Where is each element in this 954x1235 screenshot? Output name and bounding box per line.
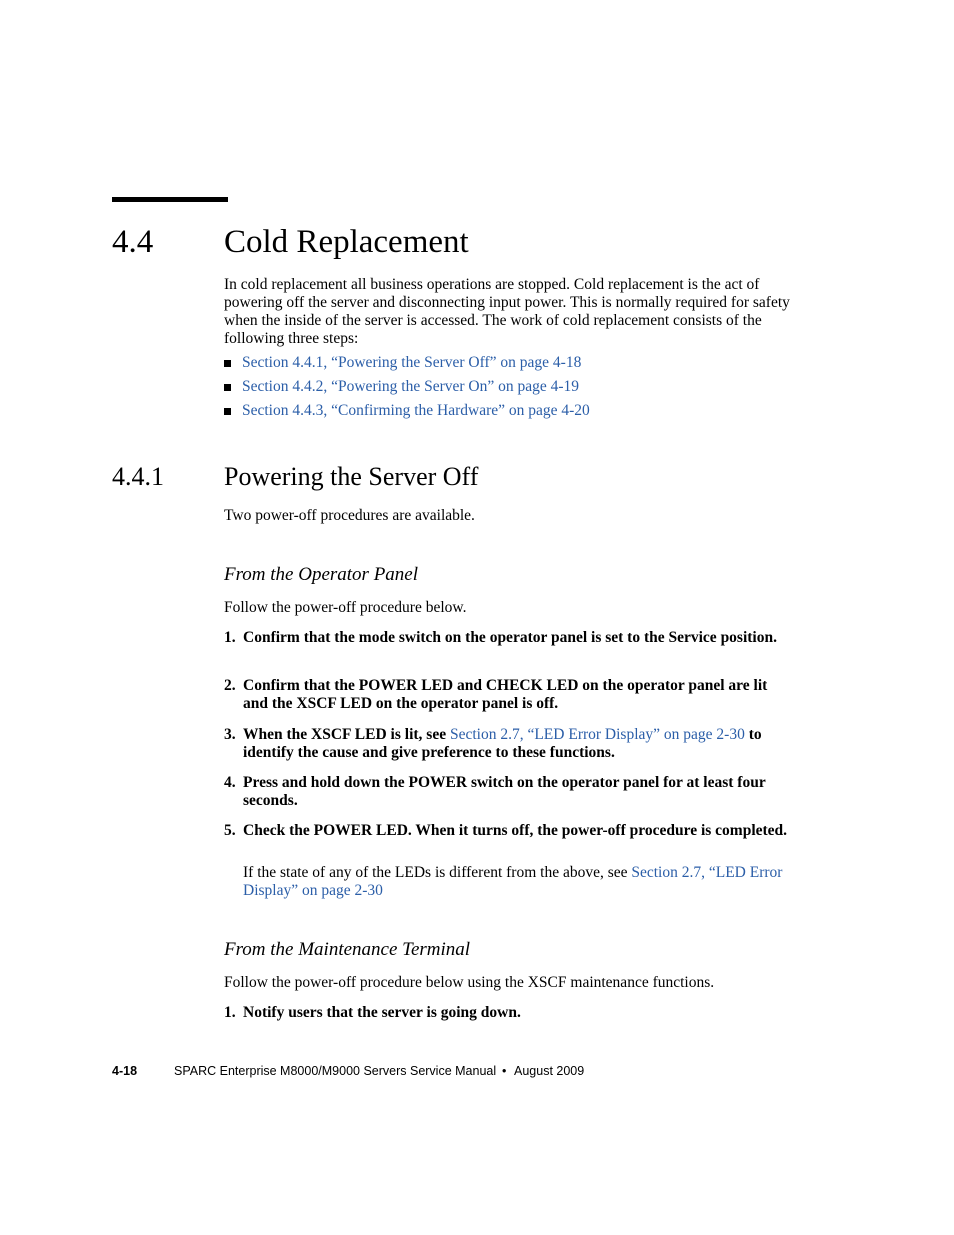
subsection-title: Powering the Server Off — [224, 462, 479, 491]
operator-panel-heading: From the Operator Panel — [224, 564, 419, 585]
maintenance-terminal-heading: From the Maintenance Terminal — [224, 939, 471, 960]
footer-manual-title: SPARC Enterprise M8000/M9000 Servers Service Manual — [174, 1064, 497, 1078]
section-number: 4.4 — [112, 224, 154, 260]
link-section-2-7[interactable]: Section 2.7, “LED Error Display” on page 2-30 — [449, 726, 745, 743]
section-intro: In cold replacement all business operations are stopped. Cold replacement is the act of powering off the server and disconnecting input power. This is normally required for safety when the inside of the server is accessed. The work of cold replacement consists of the following three steps: — [224, 276, 790, 347]
square-bullet-icon — [224, 384, 231, 391]
footer-page-number: 4-18 — [112, 1064, 138, 1078]
chapter-rule — [112, 197, 228, 202]
subsection-number: 4.4.1 — [112, 462, 164, 491]
link-section-4-4-3[interactable]: Section 4.4.3, “Confirming the Hardware” on page 4-20 — [242, 402, 590, 419]
footer-date: August 2009 — [514, 1064, 585, 1078]
square-bullet-icon — [224, 360, 231, 367]
section-title: Cold Replacement — [224, 224, 469, 260]
link-section-2-7-note[interactable]: Section 2.7, “LED Error Display” on page 2-30 — [243, 864, 783, 899]
subsection-intro: Two power-off procedures are available. — [224, 507, 475, 524]
led-note: If the state of any of the LEDs is different from the above, see Section 2.7, “LED Error Display” on page 2-30 — [243, 864, 783, 899]
footer-separator: • — [502, 1064, 507, 1078]
maintenance-terminal-intro: Follow the power-off procedure below using the XSCF maintenance functions. — [224, 974, 715, 991]
operator-panel-intro: Follow the power-off procedure below. — [224, 599, 467, 616]
square-bullet-icon — [224, 408, 231, 415]
link-section-4-4-2[interactable]: Section 4.4.2, “Powering the Server On” on page 4-19 — [242, 378, 580, 395]
link-section-4-4-1[interactable]: Section 4.4.1, “Powering the Server Off” on page 4-18 — [242, 354, 582, 371]
